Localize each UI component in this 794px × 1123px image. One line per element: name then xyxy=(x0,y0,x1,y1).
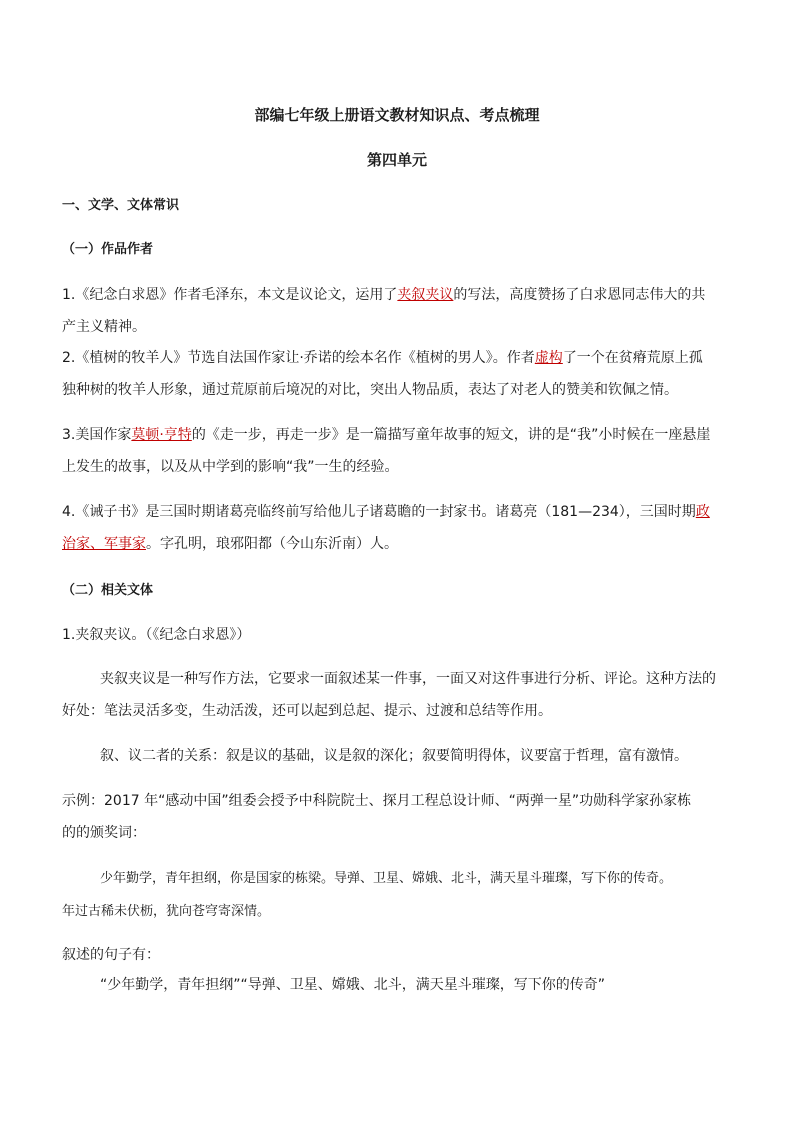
item-4-text-b: 。字孔明，琅邪阳都（今山东沂南）人。 xyxy=(146,536,398,552)
item-1-highlight: 夹叙夹议 xyxy=(397,287,454,303)
item-1-text-a: 1.《纪念白求恩》作者毛泽东，本文是议论文，运用了 xyxy=(62,287,398,303)
paragraph-1-line-1: 夹叙夹议是一种写作方法，它要求一面叙述某一件事，一面又对这件事进行分析、评论。这种方法的 xyxy=(100,671,716,687)
item-4-highlight-a: 政 xyxy=(695,504,710,520)
example-line-1: 示例：2017 年“感动中国”组委会授予中科院院士、探月工程总设计师、“两弹一星”功勋科学家孙家栋 xyxy=(62,793,692,809)
narration-label: 叙述的句子有： xyxy=(62,947,160,963)
item-4-text-a: 4.《诫子书》是三国时期诸葛亮临终前写给他儿子诸葛瞻的一封家书。诸葛亮（181—234），三国时期 xyxy=(62,504,696,520)
item-1-line-2: 产主义精神。 xyxy=(62,319,146,335)
paragraph-1-line-2: 好处：笔法灵活多变，生动活泼，还可以起到总起、提示、过渡和总结等作用。 xyxy=(62,703,552,719)
example-line-2: 的的颁奖词： xyxy=(62,825,146,841)
genre-1-title: 1.夹叙夹议。（《纪念白求恩》） xyxy=(62,627,251,643)
item-2-highlight: 虚构 xyxy=(534,350,563,366)
narration-sentences: “少年勤学，青年担纲”“导弹、卫星、嫦娥、北斗，满天星斗璀璨，写下你的传奇” xyxy=(100,977,606,993)
item-2-line-2: 独种树的牧羊人形象，通过荒原前后境况的对比，突出人物品质，表达了对老人的赞美和钦佩之情。 xyxy=(62,382,678,398)
quote-line-2: 年过古稀未伏枥，犹向苍穹寄深情。 xyxy=(62,904,271,919)
subsection-heading-works-authors: （一）作品作者 xyxy=(62,242,154,257)
item-2-text-a: 2.《植树的牧羊人》节选自法国作家让·乔诺的绘本名作《植树的男人》。作者 xyxy=(62,350,535,366)
item-1-text-b: 的写法，高度赞扬了白求恩同志伟大的共 xyxy=(453,287,706,303)
item-4-line-2 xyxy=(62,533,398,553)
document-title: 部编七年级上册语文教材知识点、考点梳理 xyxy=(254,106,540,124)
item-4-line-1 xyxy=(62,501,710,521)
item-3-highlight: 莫顿·亨特 xyxy=(131,427,192,443)
item-3-text-a: 3.美国作家 xyxy=(62,427,132,443)
section-heading-literature: 一、文学、文体常识 xyxy=(62,198,180,213)
paragraph-2: 叙、议二者的关系：叙是议的基础，议是叙的深化；叙要简明得体，议要富于哲理，富有激情。 xyxy=(100,748,688,764)
item-3-line-2: 上发生的故事，以及从中学到的影响“我”一生的经验。 xyxy=(62,459,399,475)
subsection-heading-genres: （二）相关文体 xyxy=(62,583,154,598)
item-4-highlight-b: 治家、军事家 xyxy=(62,536,146,552)
unit-title: 第四单元 xyxy=(366,151,427,169)
item-1-line-1 xyxy=(62,284,705,304)
item-3-line-1 xyxy=(62,424,710,444)
quote-line-1: 少年勤学，青年担纲，你是国家的栋梁。导弹、卫星、嫦娥、北斗，满天星斗璀璨，写下你的传奇。 xyxy=(100,871,673,886)
item-3-text-b: 的《走一步，再走一步》是一篇描写童年故事的短文，讲的是“我”小时候在一座悬崖 xyxy=(191,427,711,443)
item-2-text-b: 了一个在贫瘠荒原上孤 xyxy=(562,350,703,366)
item-2-line-1 xyxy=(62,347,703,367)
